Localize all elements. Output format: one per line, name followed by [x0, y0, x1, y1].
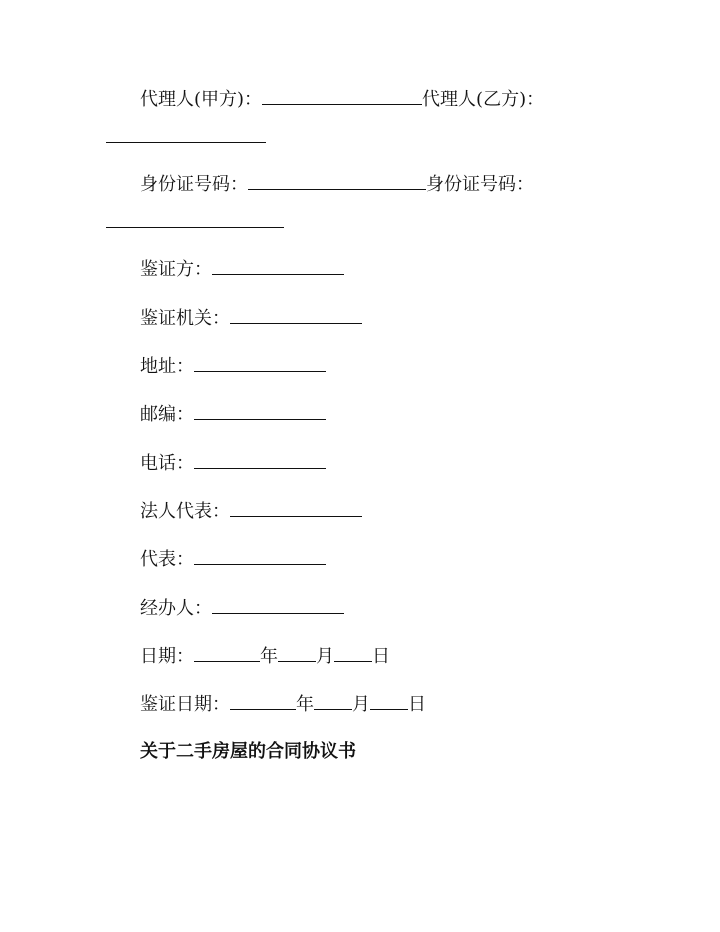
- date-day-blank[interactable]: [334, 643, 372, 662]
- id-b-blank[interactable]: [106, 209, 284, 228]
- authority-blank[interactable]: [230, 305, 362, 324]
- rep-blank[interactable]: [194, 546, 326, 565]
- postcode-blank[interactable]: [194, 401, 326, 420]
- date-row: [140, 643, 390, 669]
- postcode-label: 邮编：: [140, 404, 194, 425]
- postcode-row: [140, 401, 326, 427]
- agent-a-blank[interactable]: [262, 86, 422, 105]
- verifier-blank[interactable]: [212, 256, 344, 275]
- section-title: 关于二手房屋的合同协议书: [140, 741, 356, 762]
- verifier-row: [140, 256, 344, 282]
- id-row: [140, 171, 534, 197]
- date-month-blank[interactable]: [278, 643, 316, 662]
- legal-rep-blank[interactable]: [230, 498, 362, 517]
- address-label: 地址：: [140, 356, 194, 377]
- verify-year-blank[interactable]: [230, 691, 296, 710]
- date-month-unit: 月: [316, 646, 334, 667]
- legal-rep-label: 法人代表：: [140, 501, 230, 522]
- legal-rep-row: [140, 498, 362, 524]
- date-label: 日期：: [140, 646, 194, 667]
- date-day-unit: 日: [372, 646, 390, 667]
- id-a-blank[interactable]: [248, 171, 426, 190]
- handler-row: [140, 595, 344, 621]
- id-b-label: 身份证号码：: [426, 174, 534, 195]
- agent-row: [140, 86, 544, 112]
- authority-row: [140, 305, 362, 331]
- rep-label: 代表：: [140, 549, 194, 570]
- handler-blank[interactable]: [212, 595, 344, 614]
- agent-b-label: 代理人(乙方)：: [422, 89, 545, 110]
- verify-month-unit: 月: [352, 694, 370, 715]
- verify-day-unit: 日: [408, 694, 426, 715]
- verify-day-blank[interactable]: [370, 691, 408, 710]
- address-blank[interactable]: [194, 353, 326, 372]
- phone-label: 电话：: [140, 453, 194, 474]
- phone-row: [140, 450, 326, 476]
- id-b-continuation: [106, 209, 284, 235]
- date-year-unit: 年: [260, 646, 278, 667]
- handler-label: 经办人：: [140, 598, 212, 619]
- id-a-label: 身份证号码：: [140, 174, 248, 195]
- agent-b-continuation: [106, 124, 266, 150]
- phone-blank[interactable]: [194, 450, 326, 469]
- verifier-label: 鉴证方：: [140, 259, 212, 280]
- verify-month-blank[interactable]: [314, 691, 352, 710]
- agent-a-label: 代理人(甲方)：: [140, 89, 263, 110]
- verify-year-unit: 年: [296, 694, 314, 715]
- verify-date-row: [140, 691, 426, 717]
- agent-b-blank[interactable]: [106, 124, 266, 143]
- verify-date-label: 鉴证日期：: [140, 694, 230, 715]
- date-year-blank[interactable]: [194, 643, 260, 662]
- authority-label: 鉴证机关：: [140, 308, 230, 329]
- address-row: [140, 353, 326, 379]
- rep-row: [140, 546, 326, 572]
